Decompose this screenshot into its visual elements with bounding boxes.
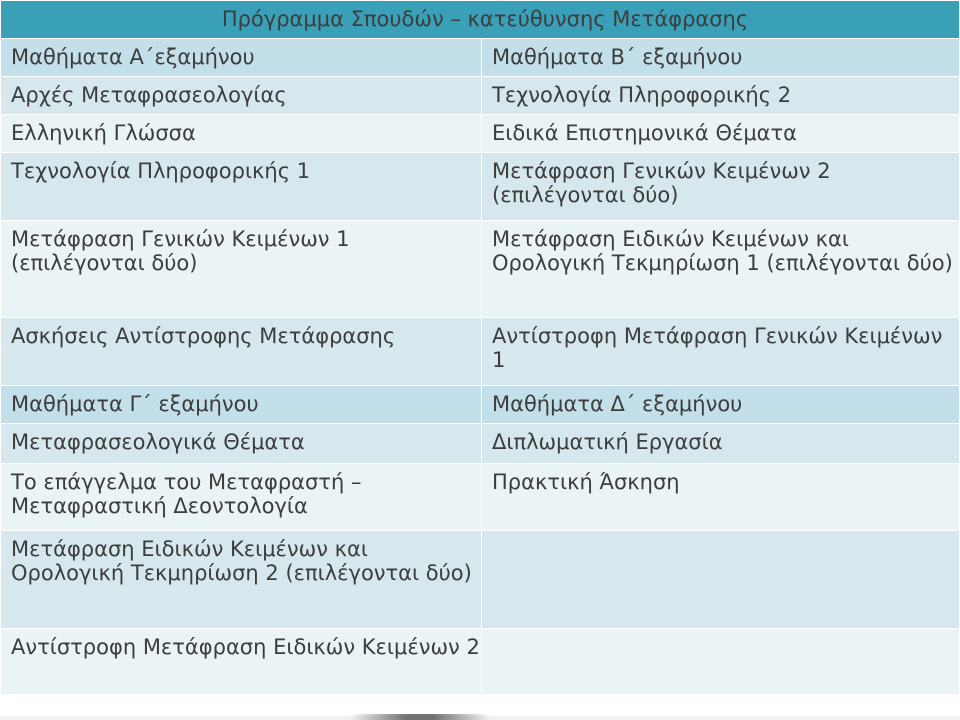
semester-d-header: Μαθήματα Δ΄ εξαμήνου bbox=[482, 386, 960, 424]
table-row bbox=[1, 221, 960, 318]
course-cell: Τεχνολογία Πληροφορικής 1 bbox=[1, 153, 482, 221]
course-cell: Τεχνολογία Πληροφορικής 2 bbox=[482, 77, 960, 115]
course-cell: Αντίστροφη Μετάφραση Γενικών Κειμένων 1 bbox=[482, 318, 960, 386]
course-cell: Ειδικά Επιστημονικά Θέματα bbox=[482, 115, 960, 153]
course-cell: Ελληνική Γλώσσα bbox=[1, 115, 482, 153]
course-cell: Μεταφρασεολογικά Θέματα bbox=[1, 424, 482, 464]
course-cell: Αντίστροφη Μετάφραση Ειδικών Κειμένων 2 bbox=[1, 629, 482, 695]
table-row bbox=[1, 424, 960, 464]
table-row bbox=[1, 115, 960, 153]
course-cell: Το επάγγελμα του Μεταφραστή – Μεταφραστική Δεοντολογία bbox=[1, 464, 482, 531]
course-cell: Αρχές Μεταφρασεολογίας bbox=[1, 77, 482, 115]
semester-header-row bbox=[1, 386, 960, 424]
bottom-decoration bbox=[350, 714, 490, 720]
table-row bbox=[1, 318, 960, 386]
semester-c-header: Μαθήματα Γ΄ εξαμήνου bbox=[1, 386, 482, 424]
course-cell: Μετάφραση Ειδικών Κειμένων και Ορολογική Τεκμηρίωση 1 (επιλέγονται δύο) bbox=[482, 221, 960, 318]
semester-header-row bbox=[1, 39, 960, 77]
semester-b-header: Μαθήματα Β΄ εξαμήνου bbox=[482, 39, 960, 77]
course-cell bbox=[482, 531, 960, 629]
table-title: Πρόγραμμα Σπουδών – κατεύθυνσης Μετάφρασης bbox=[1, 1, 960, 39]
title-row bbox=[1, 1, 960, 39]
course-cell: Μετάφραση Γενικών Κειμένων 2 (επιλέγονται δύο) bbox=[482, 153, 960, 221]
table-row bbox=[1, 77, 960, 115]
semester-a-header: Μαθήματα Α΄εξαμήνου bbox=[1, 39, 482, 77]
course-cell: Διπλωματική Εργασία bbox=[482, 424, 960, 464]
course-cell: Πρακτική Άσκηση bbox=[482, 464, 960, 531]
table-row bbox=[1, 464, 960, 531]
course-cell: Ασκήσεις Αντίστροφης Μετάφρασης bbox=[1, 318, 482, 386]
table-row bbox=[1, 531, 960, 629]
course-cell bbox=[482, 629, 960, 695]
course-cell: Μετάφραση Γενικών Κειμένων 1 (επιλέγονται δύο) bbox=[1, 221, 482, 318]
table-row bbox=[1, 629, 960, 695]
course-cell: Μετάφραση Ειδικών Κειμένων και Ορολογική Τεκμηρίωση 2 (επιλέγονται δύο) bbox=[1, 531, 482, 629]
table-row bbox=[1, 153, 960, 221]
